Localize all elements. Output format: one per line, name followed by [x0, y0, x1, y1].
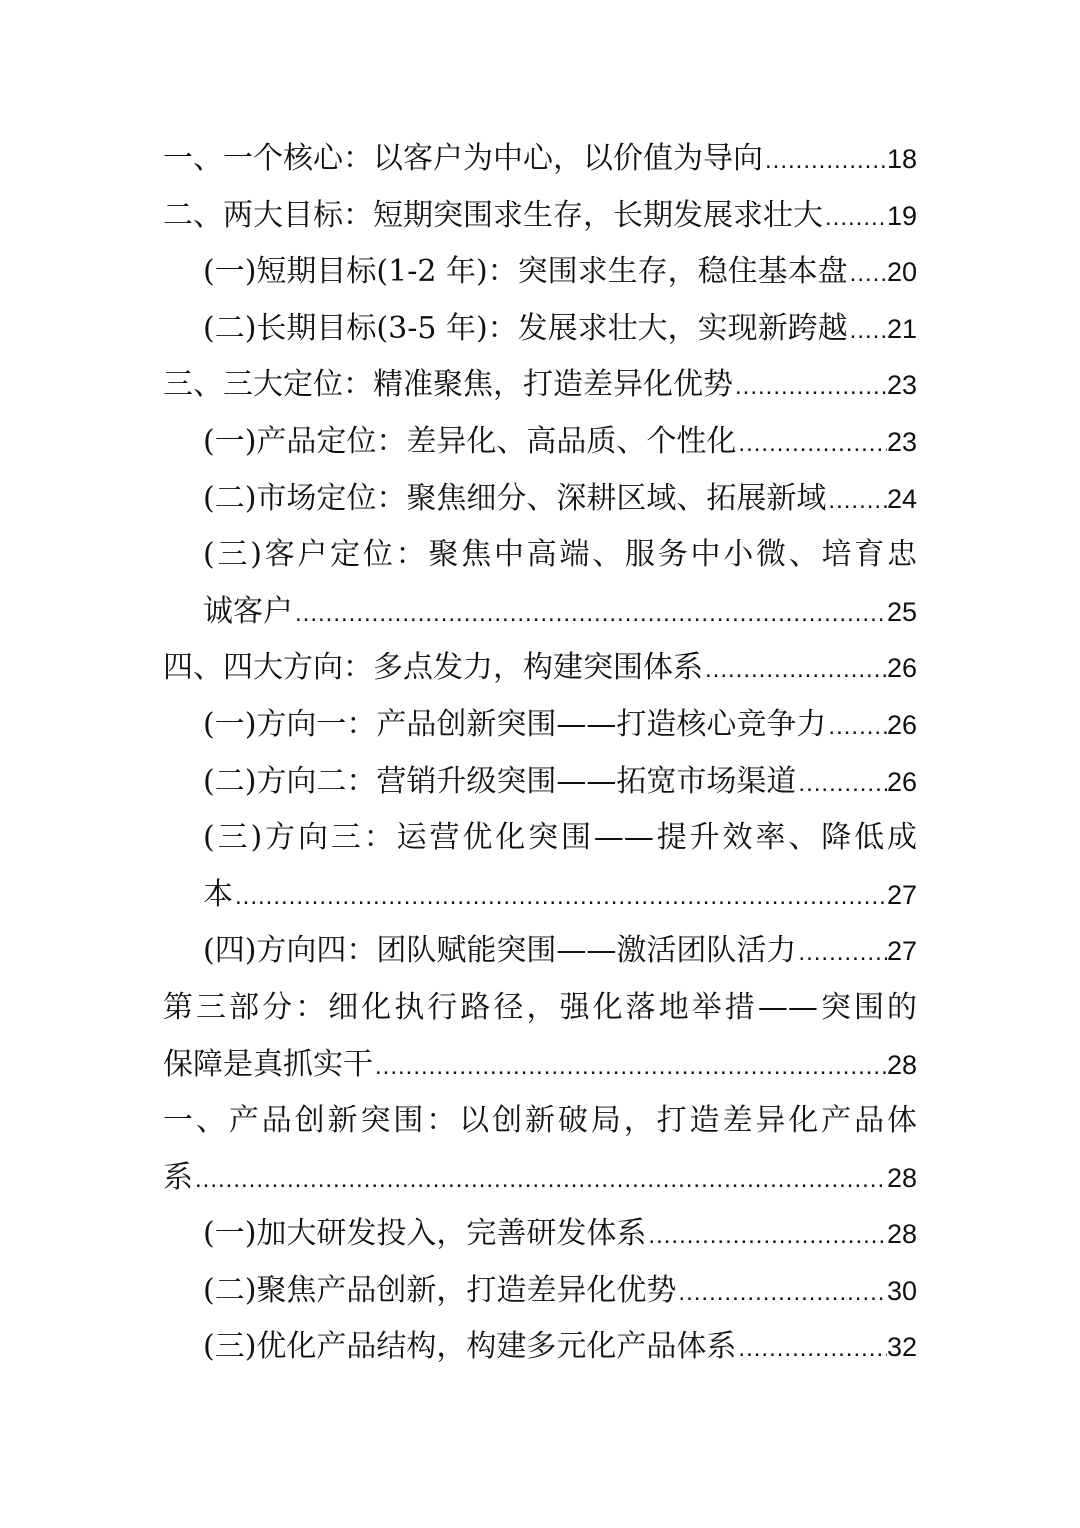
toc-entry[interactable]: [163, 640, 917, 697]
toc-page-number: 27: [886, 936, 917, 967]
dot-leader: [703, 642, 887, 697]
toc-entry[interactable]: [163, 244, 917, 301]
toc-line: [203, 867, 917, 924]
dot-leader: [848, 246, 887, 301]
toc-line: [203, 414, 917, 471]
toc-entry-title: (四)方向四：团队赋能突围——激活团队活力: [203, 933, 797, 969]
dot-leader: [848, 303, 887, 358]
dot-leader: [823, 190, 887, 245]
dot-leader: [233, 869, 887, 924]
toc-line: [203, 1319, 917, 1376]
toc-page-number: 23: [886, 370, 917, 401]
toc-entry-title-first-line: (三)方向三：运营优化突围——提升效率、降低成: [203, 820, 917, 856]
toc-page-number: 24: [886, 483, 917, 514]
toc-line: [163, 131, 917, 188]
toc-entry-title: (一)产品定位：差异化、高品质、个性化: [203, 423, 737, 459]
toc-entry-title: (一)短期目标(1-2 年)：突围求生存，稳住基本盘: [203, 254, 848, 290]
toc-line: [163, 1150, 917, 1207]
toc-entry-title-first-line: 第三部分：细化执行路径，强化落地举措——突围的: [163, 989, 917, 1025]
dot-leader: [826, 473, 887, 528]
dot-leader: [733, 359, 887, 414]
toc-line: [203, 244, 917, 301]
toc-line: [203, 1206, 917, 1263]
toc-entry[interactable]: [163, 810, 917, 923]
toc-entry-title: 一、一个核心：以客户为中心，以价值为导向: [163, 141, 763, 176]
toc-page-number: 19: [886, 200, 917, 231]
toc-page-number: 28: [886, 1049, 917, 1080]
toc-page-number: 27: [886, 879, 917, 910]
toc-entry-title: (二)长期目标(3-5 年)：发展求壮大，实现新跨越: [203, 310, 848, 346]
dot-leader: [796, 925, 887, 980]
toc-line: [163, 1037, 917, 1094]
toc-line: [163, 188, 917, 245]
toc-entry-title-first-line: 一、产品创新突围：以创新破局，打造差异化产品体: [163, 1103, 917, 1139]
toc-entry-title-first-line: (三)客户定位：聚焦中高端、服务中小微、培育忠: [203, 537, 917, 573]
toc-entry[interactable]: [163, 188, 917, 245]
dot-leader: [736, 1321, 887, 1376]
toc-entry-title: 三、三大定位：精准聚焦，打造差异化优势: [163, 367, 733, 403]
dot-leader: [293, 586, 887, 641]
dot-leader: [796, 756, 887, 811]
toc-entry-title: (二)方向二：营销升级突围——拓宽市场渠道: [203, 763, 797, 799]
toc-page-number: 18: [886, 144, 917, 174]
toc-page-number: 23: [886, 426, 917, 457]
dot-leader: [763, 133, 887, 188]
dot-leader: [676, 1265, 887, 1320]
toc-entry[interactable]: [163, 301, 917, 358]
toc-entry[interactable]: [163, 1093, 917, 1206]
toc-line: [203, 301, 917, 358]
toc-page-number: 26: [886, 653, 917, 684]
dot-leader: [736, 416, 887, 471]
toc-entry-title: 保障是真抓实干: [163, 1046, 373, 1082]
toc-entry-title: (一)方向一：产品创新突围——打造核心竞争力: [203, 706, 827, 742]
toc-line: [203, 1263, 917, 1320]
toc-entry-title: (二)聚焦产品创新，打造差异化优势: [203, 1272, 677, 1308]
toc-entry-title: 诚客户: [203, 593, 293, 629]
toc-entry-title: (一)加大研发投入，完善研发体系: [203, 1216, 647, 1252]
toc-entry[interactable]: [163, 471, 917, 528]
toc-entry[interactable]: [163, 131, 917, 188]
toc-page-number: 30: [886, 1275, 917, 1306]
toc-page-number: 28: [886, 1219, 917, 1250]
toc-page-number: 32: [886, 1332, 917, 1363]
toc-line: [203, 584, 917, 641]
toc-line: [203, 754, 917, 811]
toc-line: [203, 923, 917, 980]
toc-entry-title: 本: [203, 876, 233, 912]
toc-entry-title: 四、四大方向：多点发力，构建突围体系: [163, 650, 703, 686]
toc-entry[interactable]: [163, 1206, 917, 1263]
toc-entry-title: 二、两大目标：短期突围求生存，长期发展求壮大: [163, 197, 823, 233]
dot-leader: [646, 1208, 887, 1263]
toc-entry[interactable]: [163, 1263, 917, 1320]
toc-entry[interactable]: [163, 923, 917, 980]
toc-line: [203, 471, 917, 528]
toc-entry-title: (二)市场定位：聚焦细分、深耕区域、拓展新域: [203, 480, 827, 516]
toc-page-number: 20: [886, 257, 917, 288]
toc-entry-title: 系: [163, 1159, 193, 1195]
toc-entry[interactable]: [163, 527, 917, 640]
toc-line: [163, 640, 917, 697]
toc-page-number: 26: [886, 766, 917, 797]
toc-page-number: 25: [886, 596, 917, 627]
toc-entry[interactable]: [163, 357, 917, 414]
toc-entry-title: (三)优化产品结构，构建多元化产品体系: [203, 1329, 737, 1365]
toc-entry[interactable]: [163, 697, 917, 754]
toc-entry[interactable]: [163, 1319, 917, 1376]
dot-leader: [373, 1039, 887, 1094]
toc-entry[interactable]: [163, 980, 917, 1093]
toc-entry[interactable]: [163, 414, 917, 471]
table-of-contents: [163, 131, 917, 1376]
toc-page-number: 28: [886, 1162, 917, 1193]
toc-line: [203, 697, 917, 754]
toc-entry[interactable]: [163, 754, 917, 811]
toc-page-number: 26: [886, 709, 917, 740]
toc-line: [163, 357, 917, 414]
toc-page-number: 21: [886, 313, 917, 344]
dot-leader: [826, 699, 887, 754]
dot-leader: [193, 1152, 887, 1207]
